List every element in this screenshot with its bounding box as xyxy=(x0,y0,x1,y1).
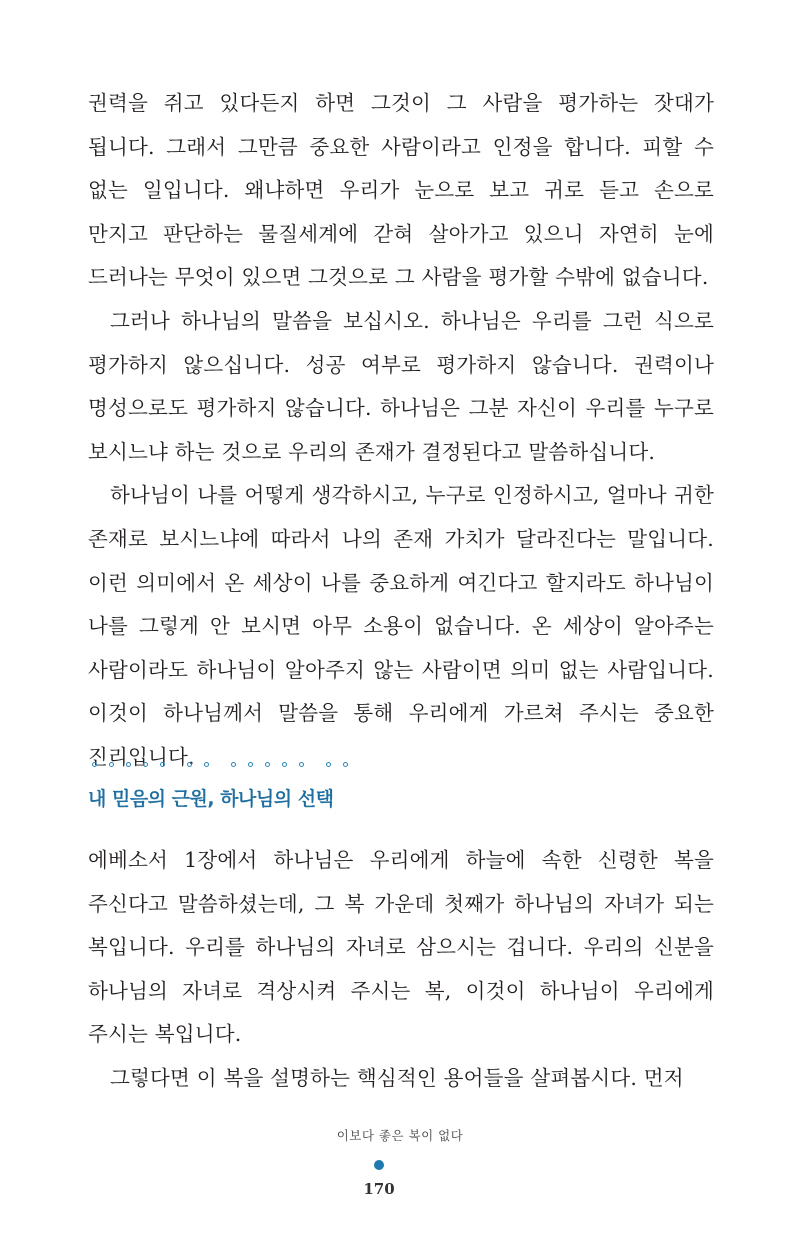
section-divider-dots xyxy=(92,762,360,767)
divider-dot xyxy=(126,762,131,767)
divider-dot xyxy=(231,762,236,767)
section-heading: 내 믿음의 근원, 하나님의 선택 xyxy=(88,788,334,810)
divider-dot xyxy=(204,762,209,767)
divider-dot xyxy=(326,762,331,767)
running-footer-book-title: 이보다 좋은 복이 없다 xyxy=(336,1128,464,1143)
divider-dot xyxy=(92,762,97,767)
divider-dot xyxy=(248,762,253,767)
divider-dot xyxy=(160,762,165,767)
paragraph: 그러나 하나님의 말씀을 보십시오. 하나님은 우리를 그런 식으로 평가하지 않으십니다. 성공 여부로 평가하지 않습니다. 권력이나 명성으로도 평가하지 않습니다. 하나님은 그분 자신이 우리를 누구로 보시느냐 하는 것으로 우리의 존재가 결정된다고 말씀하십니다. xyxy=(88,308,714,464)
divider-dot xyxy=(299,762,304,767)
paragraph: 그렇다면 이 복을 설명하는 핵심적인 용어들을 살펴봅시다. 먼저 xyxy=(110,1065,684,1090)
divider-dot xyxy=(187,762,192,767)
page-number: 170 xyxy=(363,1180,395,1198)
divider-dot xyxy=(265,762,270,767)
body-text-block-1 xyxy=(88,82,714,780)
paragraph-continuation: 권력을 쥐고 있다든지 하면 그것이 그 사람을 평가하는 잣대가 됩니다. 그래서 그만큼 중요한 사람이라고 인정을 합니다. 피할 수 없는 일입니다. 왜냐하면 우리가 눈으로 보고 귀로 듣고 손으로 만지고 판단하는 물질세계에 갇혀 살아가고 있으니 자연히 눈에 드러나는 무엇이 있으면 그것으로 그 사람을 평가할 수밖에 없습니다. xyxy=(88,91,714,290)
divider-dot xyxy=(282,762,287,767)
paragraph: 하나님이 나를 어떻게 생각하시고, 누구로 인정하시고, 얼마나 귀한 존재로 보시느냐에 따라서 나의 존재 가치가 달라진다는 말입니다. 이런 의미에서 온 세상이 나를 중요하게 여긴다고 할지라도 하나님이 나를 그렇게 안 보시면 아무 소용이 없습니다. 온 세상이 알아주는 사람이라도 하나님이 알아주지 않는 사람이면 의미 없는 사람입니다. 이것이 하나님께서 말씀을 통해 우리에게 가르쳐 주시는 중요한 진리입니다. xyxy=(88,483,714,769)
divider-dot xyxy=(343,762,348,767)
paragraph: 에베소서 1장에서 하나님은 우리에게 하늘에 속한 신령한 복을 주신다고 말씀하셨는데, 그 복 가운데 첫째가 하나님의 자녀가 되는 복입니다. 우리를 하나님의 자녀로 삼으시는 겁니다. 우리의 신분을 하나님의 자녀로 격상시켜 주시는 복, 이것이 하나님이 우리에게 주시는 복입니다. xyxy=(88,848,714,1047)
divider-dot xyxy=(109,762,114,767)
body-text-block-2 xyxy=(88,839,714,1101)
divider-dot xyxy=(143,762,148,767)
footer-dot-ornament xyxy=(374,1160,384,1170)
